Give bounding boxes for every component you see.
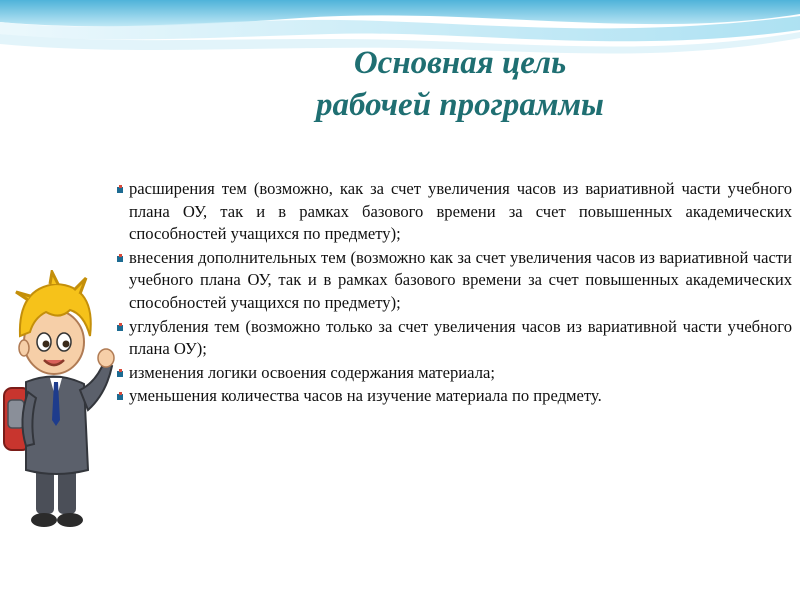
list-item bbox=[116, 362, 792, 385]
list-item bbox=[116, 247, 792, 315]
list-item bbox=[116, 385, 792, 408]
square-bullet-icon bbox=[117, 256, 123, 262]
title-line-1: Основная цель bbox=[353, 45, 567, 81]
slide-title bbox=[210, 42, 710, 126]
title-line-2: рабочей программы bbox=[316, 87, 604, 123]
list-item-text: уменьшения количества часов на изучение материала по предмету. bbox=[129, 386, 602, 406]
bullet-list bbox=[116, 178, 792, 409]
list-item-text: углубления тем (возможно только за счет увеличения часов из вариативной части учебного плана ОУ); bbox=[129, 316, 792, 359]
list-item bbox=[116, 178, 792, 246]
list-item bbox=[116, 316, 792, 361]
list-item-text: изменения логики освоения содержания материала; bbox=[129, 362, 495, 382]
list-item-text: расширения тем (возможно, как за счет увеличения часов из вариативной части учебного плана ОУ, так и в рамках базового времени за счет повышенных академических способностей учащихся по предмету); bbox=[129, 179, 792, 244]
schoolboy-illustration bbox=[0, 270, 118, 535]
list-item-text: внесения дополнительных тем (возможно как за счет увеличения часов из вариативной части учебного плана ОУ, так и в рамках базового времени за счет повышенных академических способностей учащихся по предмету); bbox=[129, 247, 792, 312]
square-bullet-icon bbox=[117, 187, 123, 193]
